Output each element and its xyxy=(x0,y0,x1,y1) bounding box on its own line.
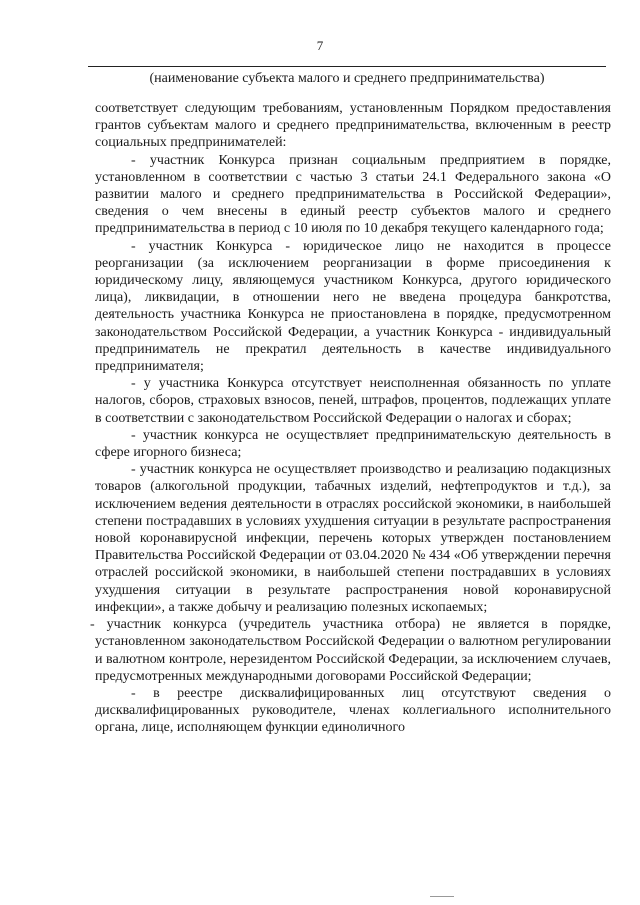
requirement-item-not-nonresident: - участник конкурса (учредитель участника отбора) не является в порядке, установленном законодательством Российской Федерации о валютном регулировании и валютном контроле, нерезидентом Российской Федерации, за исключением случаев, предусмотренных международными договорами Российской Федерации; xyxy=(90,617,611,684)
requirement-item-no-gambling: - участник конкурса не осуществляет предпринимательскую деятельность в сфере игорного бизнеса; xyxy=(95,427,611,461)
requirement-item-no-reorganization: - участник Конкурса - юридическое лицо не находится в процессе реорганизации (за исключением реорганизации в форме присоединения к юридическому лицу, являющемуся участником Конкурса, другого юридического лица), ликвидации, в отношении него не введена процедура банкротства, деятельность участника Конкурса не приостановлена в порядке, предусмотренном законодательством Российской Федерации, а участник Конкурса - индивидуальный предприниматель не прекратил деятельность в качестве индивидуального предпринимателя; xyxy=(95,238,611,375)
requirement-item-no-disqualified: - в реестре дисквалифицированных лиц отсутствуют сведения о дисквалифицированных руководителе, членах коллегиального исполнительного органа, лице, исполняющем функции единоличного xyxy=(95,685,611,736)
requirement-item-no-tax-debt: - у участника Конкурса отсутствует неисполненная обязанность по уплате налогов, сборов, страховых взносов, пеней, штрафов, процентов, подлежащих уплате в соответствии с законодательством Российской Федерации о налогах и сборах; xyxy=(95,376,611,426)
subject-name-caption: (наименование субъекта малого и среднего предпринимательства) xyxy=(149,71,545,86)
requirement-item-social-enterprise: - участник Конкурса признан социальным предприятием в порядке, установленном в соответствии с частью 3 статьи 24.1 Федерального закона «О развитии малого и среднего предпринимательства в Российской Федерации», сведения о чем внесены в единый реестр субъектов малого и среднего предпринимательства в период с 10 июля по 10 декабря текущего календарного года; xyxy=(95,152,611,237)
page-bottom-mark xyxy=(430,896,454,897)
caption-underline xyxy=(88,66,606,67)
requirement-item-no-excise-goods: - участник конкурса не осуществляет производство и реализацию подакцизных товаров (алкогольной продукции, табачных изделий, нефтепродуктов и т.д.), за исключением ведения деятельности в отраслях российской экономики, в наибольшей степени пострадавших в условиях ухудшения ситуации в результате распространения новой коронавирусной инфекции, перечень которых утвержден постановлением Правительства Российской Федерации от 03.04.2020 № 434 «Об утверждении перечня отраслей российской экономики, в наибольшей степени пострадавших в условиях ухудшения ситуации в результате распространения новой коронавирусной инфекции», а также добычу и реализацию полезных ископаемых; xyxy=(95,462,611,615)
intro-paragraph: соответствует следующим требованиям, установленным Порядком предоставления грантов субъектам малого и среднего предпринимательства, включенным в реестр социальных предпринимателей: xyxy=(95,101,611,151)
requirements-text xyxy=(90,100,611,737)
page-number: 7 xyxy=(316,38,324,53)
